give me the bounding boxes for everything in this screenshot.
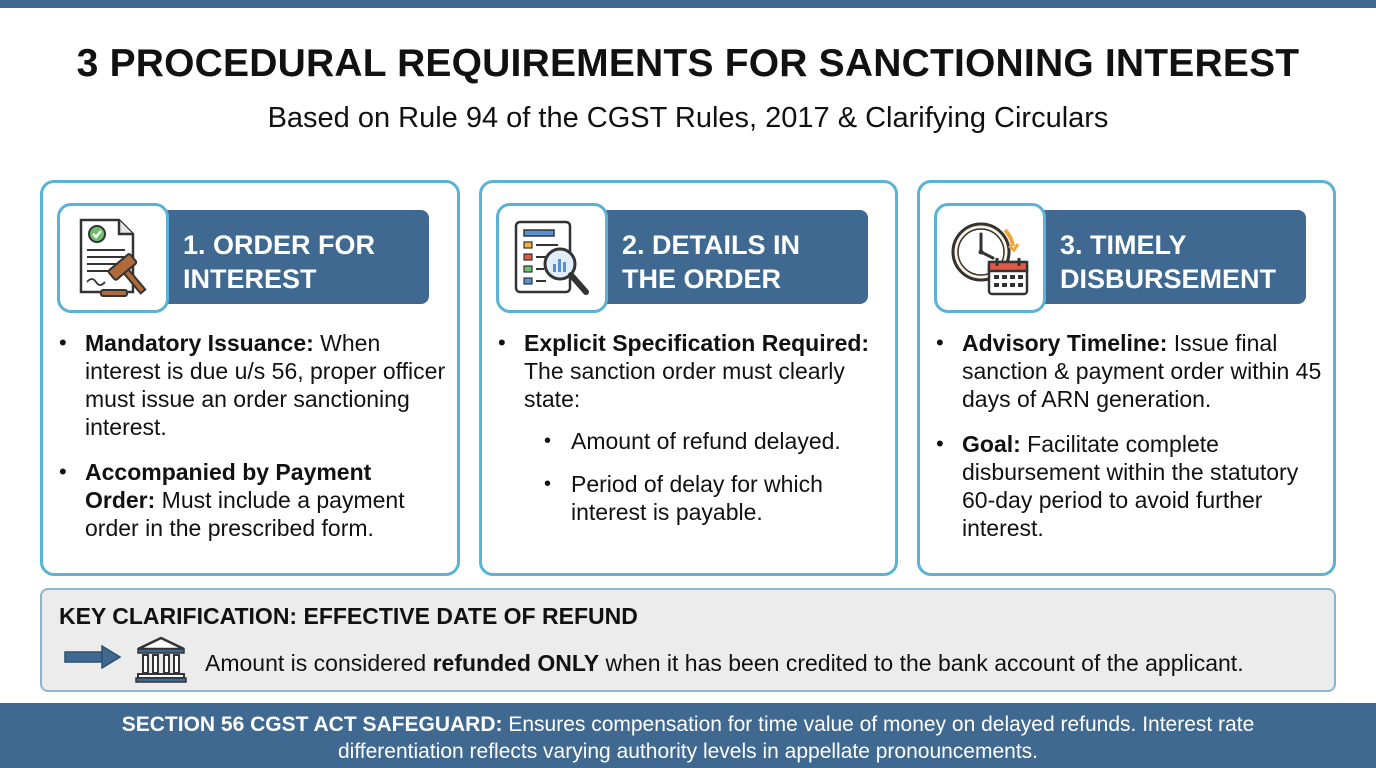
document-magnifier-icon bbox=[496, 203, 608, 313]
key-clarification-title: KEY CLARIFICATION: EFFECTIVE DATE OF REFUND bbox=[59, 603, 638, 629]
clock-calendar-icon bbox=[934, 203, 1046, 313]
card-bullets bbox=[57, 329, 447, 559]
list-item: • Accompanied by Payment Order: Must include a payment order in the prescribed form. bbox=[57, 458, 447, 542]
card-details-in-order bbox=[479, 180, 898, 576]
card-bullets bbox=[496, 329, 886, 543]
card-bullets bbox=[934, 329, 1324, 559]
arrow-right-icon bbox=[64, 645, 122, 674]
card-heading: 2. DETAILS IN THE ORDER bbox=[622, 230, 801, 294]
sub-bullets bbox=[524, 427, 886, 526]
card-order-for-interest bbox=[40, 180, 460, 576]
top-accent-bar bbox=[0, 0, 1376, 8]
key-clarification-text: Amount is considered refunded ONLY when it has been credited to the bank account of the applicant. bbox=[205, 650, 1244, 676]
card-timely-disbursement bbox=[917, 180, 1336, 576]
key-clarification-box bbox=[40, 588, 1336, 692]
card-heading: 3. TIMELY DISBURSEMENT bbox=[1060, 230, 1277, 294]
list-item: • Amount of refund delayed. bbox=[524, 427, 886, 455]
page-subtitle: Based on Rule 94 of the CGST Rules, 2017 & Clarifying Circulars bbox=[267, 102, 1109, 134]
bank-icon bbox=[134, 635, 188, 688]
list-item: • Mandatory Issuance: When interest is due u/s 56, proper officer must issue an order sanctioning interest. bbox=[57, 329, 447, 441]
document-gavel-icon bbox=[57, 203, 169, 313]
list-item: • Explicit Specification Required: The sanction order must clearly state: • Amount of refund delayed. • Period of delay for which interest is payable. bbox=[496, 329, 886, 526]
list-item: • Period of delay for which interest is payable. bbox=[524, 470, 886, 526]
list-item: • Goal: Facilitate complete disbursement within the statutory 60-day period to avoid further interest. bbox=[934, 430, 1324, 542]
list-item: • Advisory Timeline: Issue final sanction & payment order within 45 days of ARN generation. bbox=[934, 329, 1324, 413]
footer-banner: SECTION 56 CGST ACT SAFEGUARD: Ensures compensation for time value of money on delayed refunds. Interest rate differentiation reflects varying authority levels in appellate pronouncements. bbox=[0, 703, 1376, 768]
card-heading: 1. ORDER FOR INTEREST bbox=[183, 230, 376, 294]
page-title: 3 PROCEDURAL REQUIREMENTS FOR SANCTIONING INTEREST bbox=[76, 42, 1300, 85]
